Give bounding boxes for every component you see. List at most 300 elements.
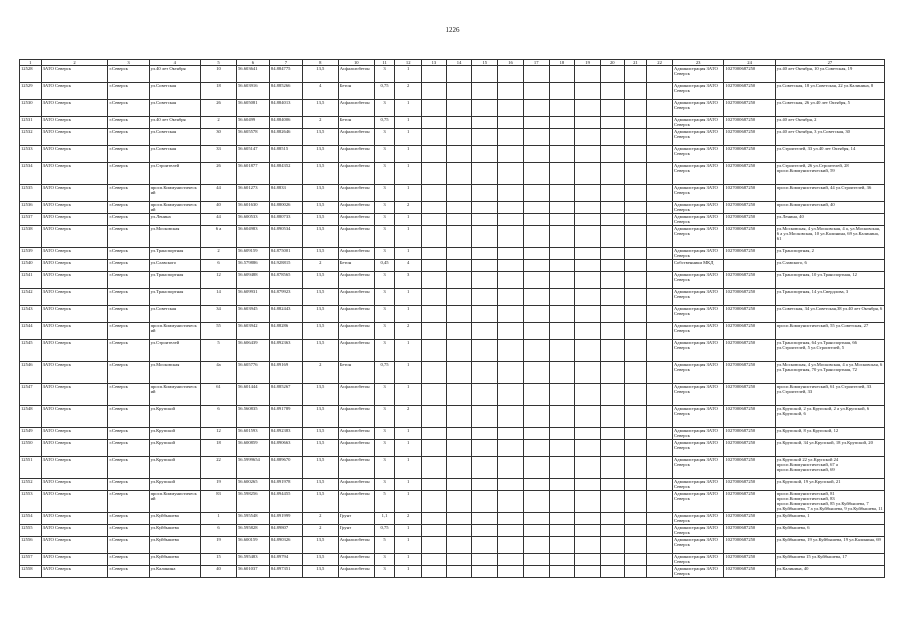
table-cell: 13,5 — [302, 440, 338, 457]
table-cell: Асфальтобетон — [338, 406, 374, 428]
table-cell: ЗАТО Северск — [41, 100, 108, 117]
table-cell — [422, 384, 447, 406]
table-cell: Асфальтобетон — [338, 323, 374, 340]
table-cell: ул.Московская, 4 ул.Московская, 4 а, ул.Московская, 6 а ул.Московская, 10 ул.Калинина, 69 ул.Калинина, 61 — [775, 226, 884, 248]
table-cell — [549, 129, 575, 146]
table-cell: 84.894455 — [269, 491, 302, 513]
table-cell — [549, 214, 575, 226]
table-cell: 84.891978 — [269, 479, 302, 491]
table-cell: 13,5 — [302, 214, 338, 226]
table-cell: Асфальтобетон — [338, 566, 374, 578]
table-cell — [422, 479, 447, 491]
table-cell — [647, 323, 673, 340]
table-cell: 1027000687250 — [724, 100, 775, 117]
column-header: 14 — [446, 60, 472, 66]
table-cell: 13,5 — [302, 491, 338, 513]
table-cell — [600, 306, 624, 323]
table-cell: ул.Московская — [149, 362, 200, 384]
table-cell — [472, 513, 498, 525]
table-cell — [446, 513, 472, 525]
table-cell: ЗАТО Северск — [41, 214, 108, 226]
table-row — [20, 248, 885, 260]
column-header: 3 — [108, 60, 149, 66]
table-cell — [575, 214, 601, 226]
table-cell: 1 — [395, 479, 422, 491]
table-cell — [498, 226, 524, 248]
table-cell: 1027000687250 — [724, 384, 775, 406]
table-cell — [422, 566, 447, 578]
table-row — [20, 566, 885, 578]
table-cell: 4 — [302, 83, 338, 100]
table-cell — [472, 66, 498, 83]
table-row — [20, 440, 885, 457]
table-cell: ул.40 лет Октября, 2 — [775, 117, 884, 129]
table-cell — [446, 406, 472, 428]
table-cell: ЗАТО Северск — [41, 554, 108, 566]
table-cell — [498, 457, 524, 479]
table-cell — [647, 185, 673, 202]
table-cell — [523, 406, 549, 428]
table-cell — [575, 260, 601, 272]
table-cell: 56.605776 — [236, 362, 269, 384]
table-cell — [647, 457, 673, 479]
table-row — [20, 66, 885, 83]
table-cell: 1027000687250 — [724, 83, 775, 100]
table-cell: 13,5 — [302, 323, 338, 340]
table-cell: г.Северск — [108, 260, 149, 272]
table-cell — [523, 185, 549, 202]
table-cell — [446, 272, 472, 289]
table-cell — [549, 479, 575, 491]
table-cell: Асфальтобетон — [338, 226, 374, 248]
table-cell — [446, 289, 472, 306]
table-cell: 13,5 — [302, 226, 338, 248]
table-cell: ул.Советская — [149, 129, 200, 146]
table-cell — [523, 100, 549, 117]
table-cell — [472, 384, 498, 406]
table-cell — [422, 214, 447, 226]
table-cell — [523, 479, 549, 491]
table-cell — [600, 129, 624, 146]
table-cell: 44 — [201, 185, 237, 202]
table-cell — [549, 306, 575, 323]
table-cell: Администрация ЗАТО Северск — [672, 146, 723, 163]
table-cell: 3 — [374, 323, 395, 340]
table-cell: 56.601037 — [236, 566, 269, 578]
table-cell: ЗАТО Северск — [41, 457, 108, 479]
table-cell: Администрация ЗАТО Северск — [672, 340, 723, 362]
table-cell — [600, 323, 624, 340]
table-cell — [600, 384, 624, 406]
table-cell: 3 — [374, 202, 395, 214]
table-cell: ул.Куйбышева, 1 — [775, 513, 884, 525]
table-cell — [600, 202, 624, 214]
table-cell: ЗАТО Северск — [41, 83, 108, 100]
table-cell: ул.Куйбышева 15 ул.Куйбышева, 17 — [775, 554, 884, 566]
page-number: 1226 — [445, 26, 460, 34]
table-cell: 1 — [201, 513, 237, 525]
table-cell — [472, 289, 498, 306]
table-cell: 26 — [201, 163, 237, 185]
table-cell: ул.Крупской, 34 ул.Крупской, 18 ул.Крупской, 20 — [775, 440, 884, 457]
table-cell: 12557 — [20, 554, 42, 566]
table-cell: г.Северск — [108, 214, 149, 226]
table-cell: 0,75 — [374, 83, 395, 100]
table-cell — [446, 129, 472, 146]
table-cell — [600, 83, 624, 100]
table-cell: 40 — [201, 566, 237, 578]
table-cell: 12534 — [20, 163, 42, 185]
table-cell: 56.5999654 — [236, 457, 269, 479]
table-cell: 84.891999 — [269, 513, 302, 525]
table-cell: 34 — [201, 306, 237, 323]
table-cell: 2 — [395, 83, 422, 100]
table-cell: ЗАТО Северск — [41, 525, 108, 537]
table-cell: 3 — [374, 66, 395, 83]
table-cell — [549, 248, 575, 260]
table-cell: 61 — [201, 384, 237, 406]
table-cell — [498, 491, 524, 513]
table-cell: ул.Транспортная — [149, 248, 200, 260]
table-cell: 13,5 — [302, 289, 338, 306]
table-cell: Администрация ЗАТО Северск — [672, 362, 723, 384]
table-cell — [523, 428, 549, 440]
table-cell — [446, 117, 472, 129]
table-cell: ул.Московская — [149, 226, 200, 248]
table-cell — [624, 323, 647, 340]
table-cell: 1 — [395, 226, 422, 248]
table-cell — [498, 340, 524, 362]
table-cell: 3 — [374, 340, 395, 362]
table-cell — [422, 323, 447, 340]
table-cell: ул.Транспортная, 64 ул.Транспортная, 66 ул.Строителей, 5 ул.Строителей, 5 — [775, 340, 884, 362]
table-cell: Администрация ЗАТО Северск — [672, 406, 723, 428]
table-cell: 13,5 — [302, 428, 338, 440]
table-cell: 12546 — [20, 362, 42, 384]
table-cell — [624, 525, 647, 537]
table-cell: Администрация ЗАТО Северск — [672, 185, 723, 202]
table-cell: 12554 — [20, 513, 42, 525]
table-cell: Асфальтобетон — [338, 146, 374, 163]
table-cell: 12532 — [20, 129, 42, 146]
table-cell — [624, 513, 647, 525]
table-cell: г.Северск — [108, 323, 149, 340]
table-cell: ул.Советская, 26 ул.40 лет Октября, 5 — [775, 100, 884, 117]
table-cell: Бетон — [338, 83, 374, 100]
table-cell: 2 — [302, 525, 338, 537]
table-cell: Администрация ЗАТО Северск — [672, 440, 723, 457]
table-cell — [446, 525, 472, 537]
table-cell: 13,5 — [302, 406, 338, 428]
table-cell: 1 — [395, 384, 422, 406]
table-cell: 13,5 — [302, 566, 338, 578]
table-cell: г.Северск — [108, 362, 149, 384]
table-cell — [647, 384, 673, 406]
table-cell — [549, 525, 575, 537]
table-cell: г.Северск — [108, 457, 149, 479]
table-cell — [446, 185, 472, 202]
column-header: 22 — [647, 60, 673, 66]
table-cell: ЗАТО Северск — [41, 479, 108, 491]
table-cell: 12545 — [20, 340, 42, 362]
table-cell — [523, 525, 549, 537]
table-row — [20, 479, 885, 491]
table-cell: Администрация ЗАТО Северск — [672, 202, 723, 214]
table-cell — [575, 272, 601, 289]
table-cell — [549, 117, 575, 129]
table-cell: 84.890663 — [269, 440, 302, 457]
table-cell — [422, 513, 447, 525]
table-cell: 84.882646 — [269, 129, 302, 146]
table-cell — [549, 566, 575, 578]
table-cell: 15 — [201, 554, 237, 566]
table-cell: 1027000687250 — [724, 362, 775, 384]
table-cell: 1 — [395, 163, 422, 185]
table-cell — [624, 248, 647, 260]
table-cell — [549, 406, 575, 428]
table-cell: ЗАТО Северск — [41, 362, 108, 384]
table-cell: 1027000687250 — [724, 491, 775, 513]
table-cell — [549, 202, 575, 214]
table-cell — [549, 554, 575, 566]
table-cell: ЗАТО Северск — [41, 202, 108, 214]
table-cell: Администрация ЗАТО Северск — [672, 537, 723, 554]
table-cell: 84.885267 — [269, 384, 302, 406]
table-cell: 1 — [395, 428, 422, 440]
table-cell: 1027000687250 — [724, 566, 775, 578]
table-cell — [549, 428, 575, 440]
table-cell: 1027000687250 — [724, 272, 775, 289]
table-cell — [523, 537, 549, 554]
table-cell: 1027000687250 — [724, 163, 775, 185]
table-cell: 19 — [201, 537, 237, 554]
table-cell: просп.Коммунистический — [149, 185, 200, 202]
table-cell — [647, 554, 673, 566]
table-cell: 3 — [374, 306, 395, 323]
table-cell: ул.Куйбышева, 6 — [775, 525, 884, 537]
table-cell: Администрация ЗАТО Северск — [672, 384, 723, 406]
table-cell — [523, 340, 549, 362]
table-cell — [498, 566, 524, 578]
table-cell — [472, 537, 498, 554]
column-header: 19 — [575, 60, 601, 66]
table-cell: 56.598256 — [236, 491, 269, 513]
table-cell — [498, 440, 524, 457]
table-cell — [422, 428, 447, 440]
table-cell: 18 — [201, 440, 237, 457]
table-cell — [523, 289, 549, 306]
table-cell: ЗАТО Северск — [41, 537, 108, 554]
table-row — [20, 185, 885, 202]
table-cell: ул.Славского — [149, 260, 200, 272]
table-cell: 13,5 — [302, 202, 338, 214]
table-cell: г.Северск — [108, 554, 149, 566]
table-cell — [575, 117, 601, 129]
table-cell: 12541 — [20, 272, 42, 289]
table-cell — [446, 384, 472, 406]
table-cell: г.Северск — [108, 248, 149, 260]
table-cell: Администрация ЗАТО Северск — [672, 214, 723, 226]
table-row — [20, 129, 885, 146]
table-cell — [523, 566, 549, 578]
table-cell — [523, 202, 549, 214]
table-cell — [647, 491, 673, 513]
table-cell — [422, 185, 447, 202]
table-cell — [575, 248, 601, 260]
table-cell — [575, 226, 601, 248]
table-cell: Администрация ЗАТО Северск — [672, 491, 723, 513]
table-cell — [422, 260, 447, 272]
table-cell: 3 — [374, 226, 395, 248]
table-cell — [498, 362, 524, 384]
table-cell: г.Северск — [108, 340, 149, 362]
table-cell — [647, 406, 673, 428]
table-row — [20, 323, 885, 340]
table-cell — [624, 491, 647, 513]
table-cell — [575, 406, 601, 428]
table-cell: 13,5 — [302, 163, 338, 185]
table-cell — [523, 306, 549, 323]
table-cell: 13,5 — [302, 272, 338, 289]
table-cell: 30 — [201, 129, 237, 146]
table-cell: 3 — [374, 479, 395, 491]
table-cell — [422, 146, 447, 163]
table-cell: 13,5 — [302, 554, 338, 566]
table-cell: просп.Коммунистический — [149, 491, 200, 513]
table-cell: 2 — [302, 260, 338, 272]
table-cell — [647, 260, 673, 272]
table-cell — [647, 289, 673, 306]
table-cell: ул.Московская, 4 ул.Московская, 4 а ул.Московская, 6 ул.Транспортная, 70 ул.Транспортная, 72 — [775, 362, 884, 384]
table-cell — [600, 362, 624, 384]
table-cell: 13,5 — [302, 537, 338, 554]
table-cell — [498, 525, 524, 537]
table-row — [20, 362, 885, 384]
table-cell: ЗАТО Северск — [41, 428, 108, 440]
table-cell — [422, 525, 447, 537]
table-cell — [600, 537, 624, 554]
table-cell: 0,75 — [374, 362, 395, 384]
table-cell — [472, 100, 498, 117]
table-cell: 56.609488 — [236, 272, 269, 289]
table-cell — [549, 163, 575, 185]
table-cell — [422, 129, 447, 146]
table-cell — [446, 163, 472, 185]
table-cell — [498, 554, 524, 566]
table-cell — [472, 428, 498, 440]
table-cell — [498, 117, 524, 129]
table-cell: 1 — [395, 566, 422, 578]
table-cell: 56.601273 — [236, 185, 269, 202]
table-cell: 3 — [374, 163, 395, 185]
table-cell — [523, 491, 549, 513]
table-cell: 2 — [395, 513, 422, 525]
table-cell — [498, 260, 524, 272]
table-cell — [624, 83, 647, 100]
table-row — [20, 226, 885, 248]
table-cell: Асфальтобетон — [338, 214, 374, 226]
table-cell — [600, 163, 624, 185]
table-cell: просп.Коммунистический, 55 ул.Советская, 27 — [775, 323, 884, 340]
table-cell: 56.595828 — [236, 525, 269, 537]
table-cell — [600, 457, 624, 479]
table-row — [20, 340, 885, 362]
table-cell — [600, 260, 624, 272]
table-cell — [624, 226, 647, 248]
table-cell: 84.892383 — [269, 428, 302, 440]
table-cell — [575, 129, 601, 146]
table-cell — [575, 340, 601, 362]
table-cell: 12 — [201, 428, 237, 440]
table-cell: Асфальтобетон — [338, 306, 374, 323]
table-cell: ЗАТО Северск — [41, 272, 108, 289]
table-cell: 56.600859 — [236, 440, 269, 457]
table-cell — [498, 214, 524, 226]
table-cell: 1027000687250 — [724, 479, 775, 491]
table-cell: 1 — [395, 117, 422, 129]
table-cell: 56.609931 — [236, 289, 269, 306]
table-cell — [549, 384, 575, 406]
table-cell: ул.Строителей, 33 ул.40 лет Октября, 14 — [775, 146, 884, 163]
table-cell: просп.Коммунистический — [149, 202, 200, 214]
table-cell: 6 — [201, 260, 237, 272]
table-cell — [523, 226, 549, 248]
table-cell: 13,5 — [302, 129, 338, 146]
table-cell: 1 — [395, 457, 422, 479]
table-cell — [446, 491, 472, 513]
table-cell: 12544 — [20, 323, 42, 340]
table-cell — [549, 83, 575, 100]
table-cell: г.Северск — [108, 272, 149, 289]
table-cell: 2 — [302, 513, 338, 525]
column-header: 13 — [422, 60, 447, 66]
table-cell: 55 — [201, 323, 237, 340]
table-cell: 56.603945 — [236, 306, 269, 323]
table-cell: 84.88515 — [269, 146, 302, 163]
table-cell: Асфальтобетон — [338, 384, 374, 406]
table-cell — [472, 406, 498, 428]
table-cell — [446, 66, 472, 83]
table-cell: ул.Крупской — [149, 406, 200, 428]
table-cell: 12547 — [20, 384, 42, 406]
table-cell — [549, 362, 575, 384]
column-header: 17 — [523, 60, 549, 66]
column-header: 6 — [236, 60, 269, 66]
table-cell — [600, 440, 624, 457]
table-row — [20, 428, 885, 440]
table-cell — [523, 66, 549, 83]
table-row — [20, 513, 885, 525]
table-cell: 12535 — [20, 185, 42, 202]
table-cell — [549, 513, 575, 525]
table-cell: Асфальтобетон — [338, 248, 374, 260]
table-cell: 3 — [374, 129, 395, 146]
table-cell — [472, 260, 498, 272]
table-cell: 3 — [374, 248, 395, 260]
table-cell: Администрация ЗАТО Северск — [672, 83, 723, 100]
table-cell: ЗАТО Северск — [41, 323, 108, 340]
table-cell — [523, 248, 549, 260]
table-cell — [600, 66, 624, 83]
table-cell: 6 а — [201, 226, 237, 248]
table-cell: ул.Советская — [149, 146, 200, 163]
table-cell: г.Северск — [108, 289, 149, 306]
table-cell: ул.Крупской — [149, 457, 200, 479]
table-cell — [523, 117, 549, 129]
table-cell: 1027000687250 — [724, 129, 775, 146]
table-cell: 3 — [374, 440, 395, 457]
table-cell — [446, 146, 472, 163]
